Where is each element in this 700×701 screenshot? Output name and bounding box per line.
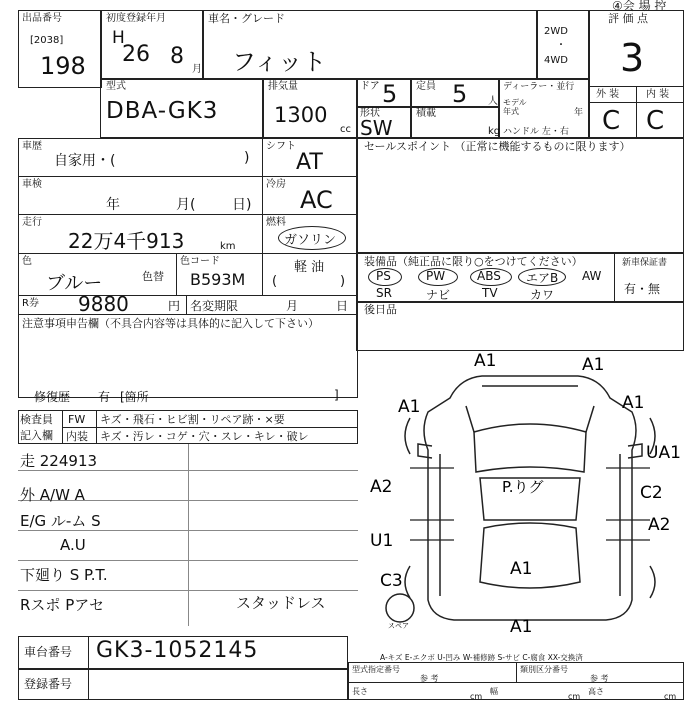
fuel-label: 燃料 bbox=[266, 217, 286, 228]
shift-label: シフト bbox=[266, 141, 296, 152]
height-unit: cm bbox=[664, 692, 677, 701]
legend-text: A-キズ E-エクボ U-凹み W-補修跡 S-サビ C-腐食 XX-交換済 bbox=[380, 653, 583, 662]
exterior-label: 外 装 bbox=[596, 89, 620, 100]
mark-right-front-door: UA1 bbox=[646, 443, 681, 463]
note-mileage: 走 224913 bbox=[20, 452, 98, 470]
notes-label: 注意事項申告欄（不具合内容等は具体的に記入して下さい） bbox=[22, 317, 319, 330]
load-label: 積載 bbox=[416, 108, 436, 119]
capacity-value: 5 bbox=[452, 80, 468, 108]
recycle-deadline-label: 名変期限 bbox=[190, 299, 239, 313]
registration-label: 初度登録年月 bbox=[106, 13, 166, 24]
load-unit: kg bbox=[488, 126, 501, 137]
mark-right-rear-quarter: A2 bbox=[648, 515, 671, 535]
chassis-value: GK3-1052145 bbox=[96, 638, 259, 663]
recycle-month: 月 bbox=[286, 299, 299, 313]
mark-left-front-door: A2 bbox=[370, 477, 393, 497]
lot-code: [2038] bbox=[30, 35, 64, 46]
equipment-label: 装備品（純正品に限り○をつけてください） bbox=[364, 255, 583, 268]
height-label: 高さ bbox=[588, 687, 604, 696]
inspector-label1: 検査員 bbox=[20, 413, 53, 426]
note-au: A.U bbox=[60, 536, 86, 554]
warranty-label: 新車保証書 bbox=[622, 258, 668, 268]
recycle-label: R券 bbox=[22, 298, 39, 309]
color-value: ブルー bbox=[46, 272, 103, 294]
usage-label: 車歴 bbox=[22, 141, 42, 152]
equip-navi: ナビ bbox=[426, 288, 451, 302]
interior-grade: C bbox=[646, 106, 665, 136]
spec-ref: 参 考 bbox=[420, 674, 439, 683]
lot-number: 198 bbox=[40, 52, 86, 80]
warranty-value: 有・無 bbox=[624, 282, 661, 296]
registration-month-unit: 月 bbox=[192, 64, 202, 75]
length-label: 長さ bbox=[352, 687, 368, 696]
selling-points-label: セールスポイント （正常に機能するものに限ります） bbox=[364, 140, 631, 153]
displacement-label: 排気量 bbox=[268, 81, 298, 92]
note-engine-room: E/G ル-ム S bbox=[20, 512, 101, 530]
inspector-row2-items: キズ・汚レ・コゲ・穴・スレ・キレ・破レ bbox=[100, 430, 309, 443]
plate-label: 登録番号 bbox=[24, 677, 73, 691]
inspection-year: 年 bbox=[106, 197, 120, 213]
notes-place: [箇所 bbox=[120, 390, 149, 404]
score-label: 評 価 点 bbox=[608, 12, 648, 25]
equip-pw: PW bbox=[426, 269, 446, 283]
attachments-box bbox=[356, 301, 684, 351]
shift-value: AT bbox=[296, 150, 323, 175]
mileage-unit: km bbox=[220, 241, 236, 252]
fuel-gasoline: ガソリン bbox=[284, 233, 337, 248]
doors-label: ドア bbox=[360, 81, 380, 92]
fuel-paren-close: ) bbox=[340, 274, 346, 289]
notes-repair-value: 有 bbox=[98, 390, 111, 404]
car-name-label: 車名・グレード bbox=[208, 12, 285, 25]
inspection-label: 車検 bbox=[22, 179, 42, 190]
recycle-day: 日 bbox=[336, 299, 349, 313]
model-label: 型式 bbox=[106, 81, 126, 92]
notes-close: ] bbox=[334, 388, 339, 402]
color-code-label: 色コード bbox=[180, 256, 220, 267]
lot-label: 出品番号 bbox=[22, 13, 62, 24]
capacity-label: 定員 bbox=[416, 81, 436, 92]
doors-value: 5 bbox=[382, 80, 398, 108]
recycle-value: 9880 bbox=[78, 292, 129, 316]
shape-value: SW bbox=[360, 116, 393, 140]
equip-sr: SR bbox=[376, 286, 392, 300]
interior-label: 内 装 bbox=[646, 89, 670, 100]
inspector-row1-items: キズ・飛石・ヒビ割・リペア跡・×要 bbox=[100, 413, 285, 426]
registration-era: H bbox=[112, 28, 125, 48]
equip-leather: カワ bbox=[530, 288, 555, 302]
exterior-grade: C bbox=[602, 106, 621, 136]
mileage-label: 走行 bbox=[22, 217, 42, 228]
recycle-unit: 円 bbox=[168, 299, 181, 313]
color-code: B593M bbox=[190, 270, 246, 289]
equip-abs: ABS bbox=[477, 269, 501, 283]
inspector-row1-title: FW bbox=[68, 413, 86, 426]
model-value: DBA-GK3 bbox=[106, 98, 219, 124]
equip-aw: AW bbox=[582, 269, 602, 283]
color-label: 色 bbox=[22, 256, 32, 267]
displacement-unit: cc bbox=[340, 124, 351, 135]
inspector-label2: 記入欄 bbox=[20, 429, 53, 442]
mark-left-front-wheel: A1 bbox=[398, 397, 421, 417]
registration-month: 8 bbox=[170, 44, 184, 69]
attachments-label: 後日品 bbox=[364, 303, 397, 316]
car-diagram bbox=[370, 350, 690, 640]
usage-value: 自家用・( bbox=[54, 153, 116, 169]
spec-label: 型式指定番号 bbox=[352, 665, 400, 674]
mark-right-rear-door: C2 bbox=[640, 483, 663, 503]
registration-year: 26 bbox=[122, 42, 150, 67]
handle-label: ハンドル 左・右 bbox=[503, 127, 569, 137]
displacement-value: 1300 bbox=[274, 103, 328, 127]
fuel-paren-open: ( bbox=[272, 274, 278, 289]
equip-ps: PS bbox=[376, 269, 391, 283]
model-year-unit: 年 bbox=[574, 108, 584, 118]
mileage-value: 22万4千913 bbox=[68, 229, 185, 253]
car-name: フィット bbox=[232, 48, 327, 76]
mark-front-left: A1 bbox=[474, 351, 497, 371]
mark-rear-left: C3 bbox=[380, 571, 403, 591]
mark-rear-bumper: A1 bbox=[510, 617, 533, 637]
header-top-right: ④会 場 控 bbox=[612, 0, 667, 13]
inspection-day: 日) bbox=[232, 197, 252, 213]
drive-2wd: 2WD bbox=[544, 26, 568, 37]
mark-roof: P.りグ bbox=[502, 478, 544, 496]
cooling-label: 冷房 bbox=[266, 179, 286, 190]
class-label: 類別区分番号 bbox=[520, 665, 568, 674]
model-year-label: モデル 年式 bbox=[503, 98, 527, 116]
inspection-month: 月( bbox=[176, 197, 196, 213]
width-label: 幅 bbox=[490, 687, 498, 696]
mark-trunk: A1 bbox=[510, 559, 533, 579]
capacity-unit: 人 bbox=[488, 96, 498, 107]
class-ref: 参 考 bbox=[590, 674, 609, 683]
inspector-row2-title: 内装 bbox=[66, 430, 88, 443]
note-studless: スタッドレス bbox=[236, 594, 326, 612]
selling-points-box bbox=[356, 138, 684, 253]
spare-label: スペア bbox=[388, 622, 409, 630]
fuel-diesel: 軽 油 bbox=[294, 260, 325, 275]
mark-front-right: A1 bbox=[582, 355, 605, 375]
usage-close: ) bbox=[244, 150, 250, 166]
note-exterior: 外 A/W A bbox=[20, 486, 85, 504]
length-unit: cm bbox=[470, 692, 483, 701]
dealer-label: ディーラー・並行 bbox=[503, 82, 575, 92]
drive-dot: ・ bbox=[556, 40, 566, 51]
chassis-label: 車台番号 bbox=[24, 645, 73, 659]
cooling-value: AC bbox=[300, 186, 333, 214]
mark-right-front-wheel: A1 bbox=[622, 393, 645, 413]
shape-label: 形状 bbox=[360, 108, 380, 119]
notes-repair: 修復歴 bbox=[34, 390, 71, 404]
score-value: 3 bbox=[620, 36, 645, 80]
note-underbody: 下廻り S P.T. bbox=[20, 566, 108, 584]
color-tone-label: 色替 bbox=[142, 270, 164, 283]
width-unit: cm bbox=[568, 692, 581, 701]
equip-tv: TV bbox=[482, 286, 498, 300]
equip-airbag: エアB bbox=[526, 271, 559, 285]
drive-4wd: 4WD bbox=[544, 55, 568, 66]
note-spoiler: Rスポ Pアセ bbox=[20, 596, 105, 614]
mark-left-rear-door: U1 bbox=[370, 531, 394, 551]
